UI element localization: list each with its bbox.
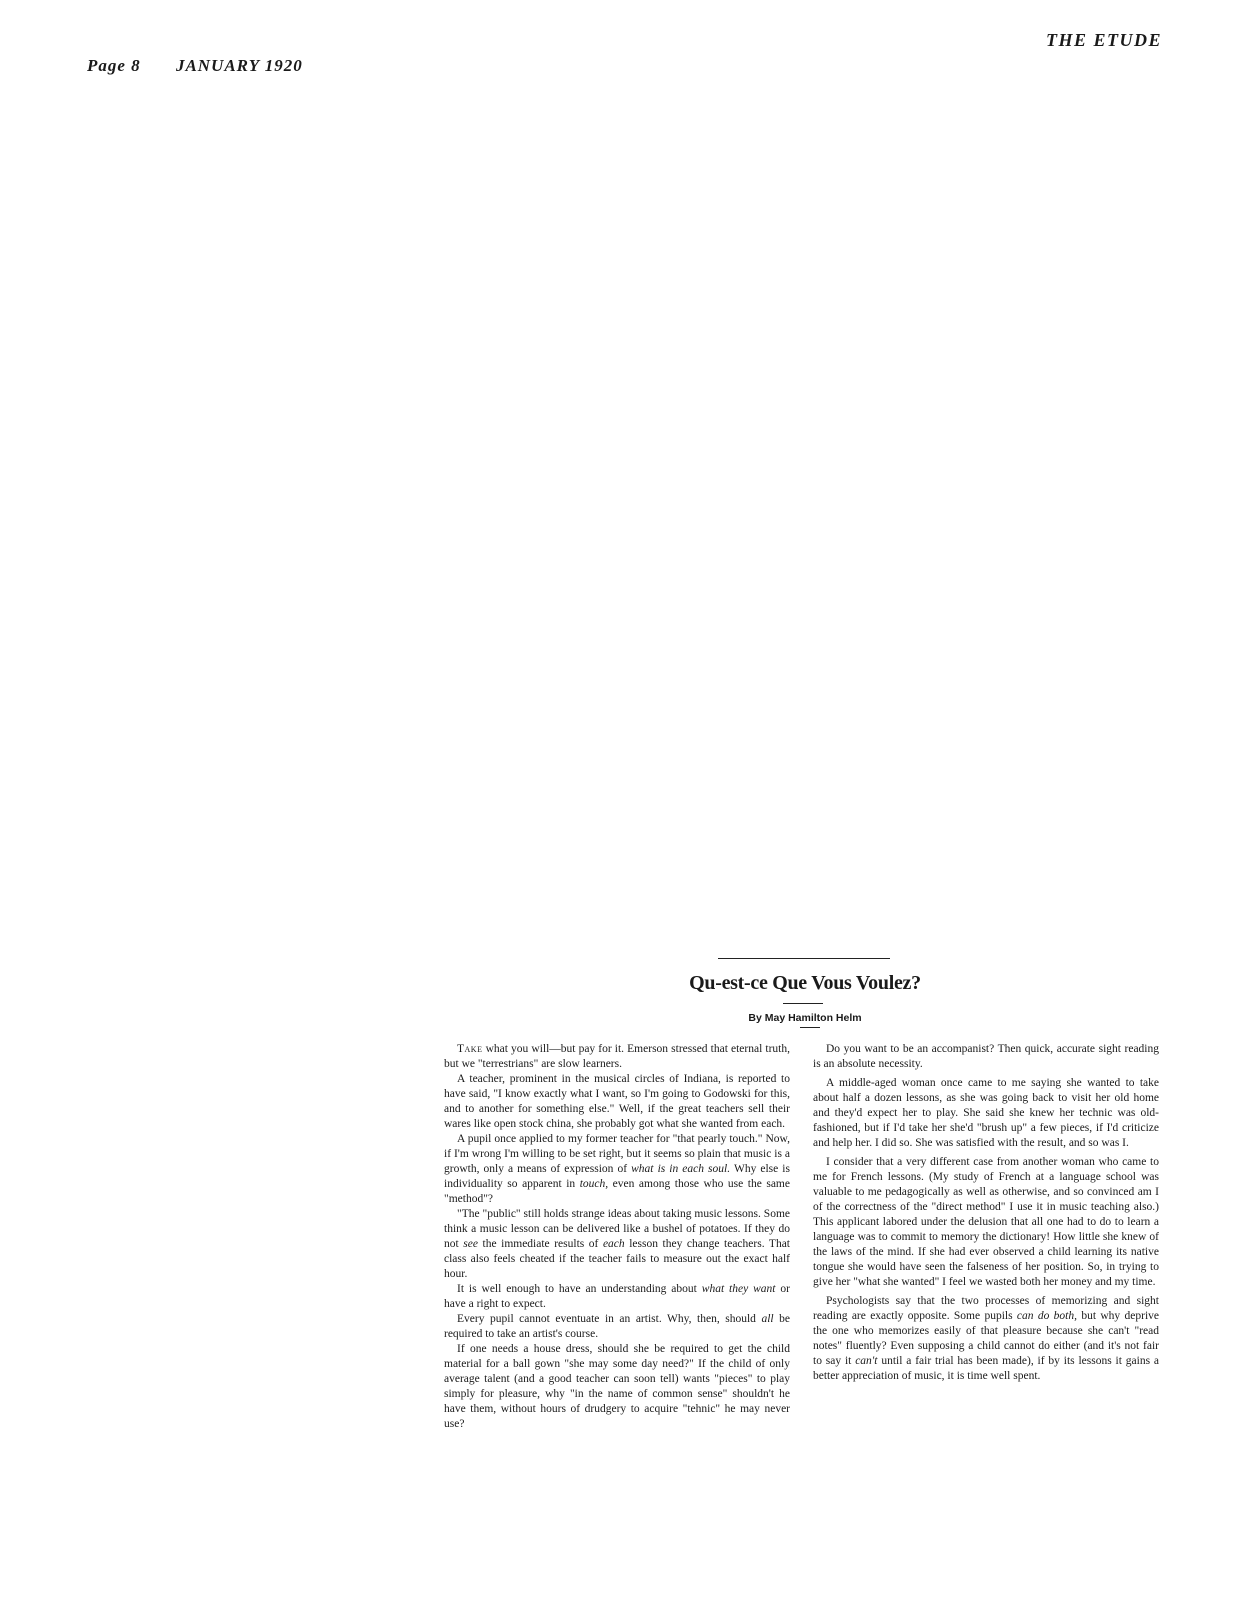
issue-date: JANUARY 1920 xyxy=(175,56,303,75)
byline-underline xyxy=(800,1027,820,1028)
article-paragraph: A teacher, prominent in the musical circles of Indiana, is reported to have said, "I know exactly what I want, so I'm going to Godowski for this, and to another for something else." Well, if the great teachers sell their wares like open stock china, she probably got what she wanted from each. xyxy=(444,1073,790,1130)
article-paragraph: It is well enough to have an understanding about what they want or have a right to expect. xyxy=(444,1283,790,1310)
article-paragraph: If one needs a house dress, should she be required to get the child material for a ball gown "she may some day need?" If the child of only average talent (and a good teacher can soon tell) wants "pieces" to play simply for pleasure, why "in the name of common sense" shouldn't he have them, without hours of drudgery to acquire "tehnic" he may never use? xyxy=(444,1343,790,1430)
article-paragraph: Take what you will—but pay for it. Emerson stressed that eternal truth, but we "terrestrians" are slow learners. xyxy=(444,1043,790,1070)
article-paragraph: A pupil once applied to my former teacher for "that pearly touch." Now, if I'm wrong I'm willing to be set right, but it seems so plain that music is a growth, only a means of expression of what is in each soul. Why else is individuality so apparent in touch, even among those who use the same "method"? xyxy=(444,1133,790,1205)
title-underline xyxy=(783,1003,823,1004)
article-paragraph: Every pupil cannot eventuate in an artist. Why, then, should all be required to take an artist's course. xyxy=(444,1313,790,1340)
article-byline: By May Hamilton Helm xyxy=(748,1012,862,1024)
article-paragraph: A middle-aged woman once came to me saying she wanted to take about half a dozen lessons, as she was going back to visit her old home and they'd expect her to play. She said she knew her technic was old-fashioned, but if I'd take her she'd "brush up" a few pieces, if I'd criticize and help her. I did so. She was satisfied with the result, and so was I. xyxy=(813,1077,1159,1149)
article-paragraph: Psychologists say that the two processes of memorizing and sight reading are exactly opposite. Some pupils can do both, but why deprive the one who memorizes easily of that pleasure because she can't "read notes" fluently? Even supposing a child cannot do either (and it's not fair to say it can't until a fair trial has been made), if by its lessons it gains a better appreciation of music, it is time well spent. xyxy=(813,1295,1160,1382)
page-header-left xyxy=(87,56,303,76)
article-column-right xyxy=(813,1042,1159,1388)
article-paragraph: Do you want to be an accompanist? Then quick, accurate sight reading is an absolute necessity. xyxy=(813,1043,1159,1070)
section-divider xyxy=(718,958,890,959)
article-title: Qu-est-ce Que Vous Voulez? xyxy=(689,972,921,994)
article-paragraph: I consider that a very different case from another woman who came to me for French lessons. (My study of French at a language school was valuable to me pedagogically as well as otherwise, and so convinced am I of the correctness of the "direct method" I use it in music teaching also.) This applicant labored under the delusion that all one had to do to learn a language was to commit to memory the dictionary! How little she knew of the laws of the mind. If she had ever observed a child learning its native tongue she would have seen the falseness of her position. So, in trying to give her "what she wanted" I feel we wasted both her money and my time. xyxy=(813,1156,1159,1288)
article-paragraph: "The "public" still holds strange ideas about taking music lessons. Some think a music lesson can be delivered like a bushel of potatoes. If they do not see the immediate results of each lesson they change teachers. That class also feels cheated if the teacher fails to measure out the exact half hour. xyxy=(444,1208,790,1280)
magazine-title: THE ETUDE xyxy=(1046,30,1163,50)
article-column-left xyxy=(444,1042,790,1432)
page-number: Page 8 xyxy=(87,56,141,75)
